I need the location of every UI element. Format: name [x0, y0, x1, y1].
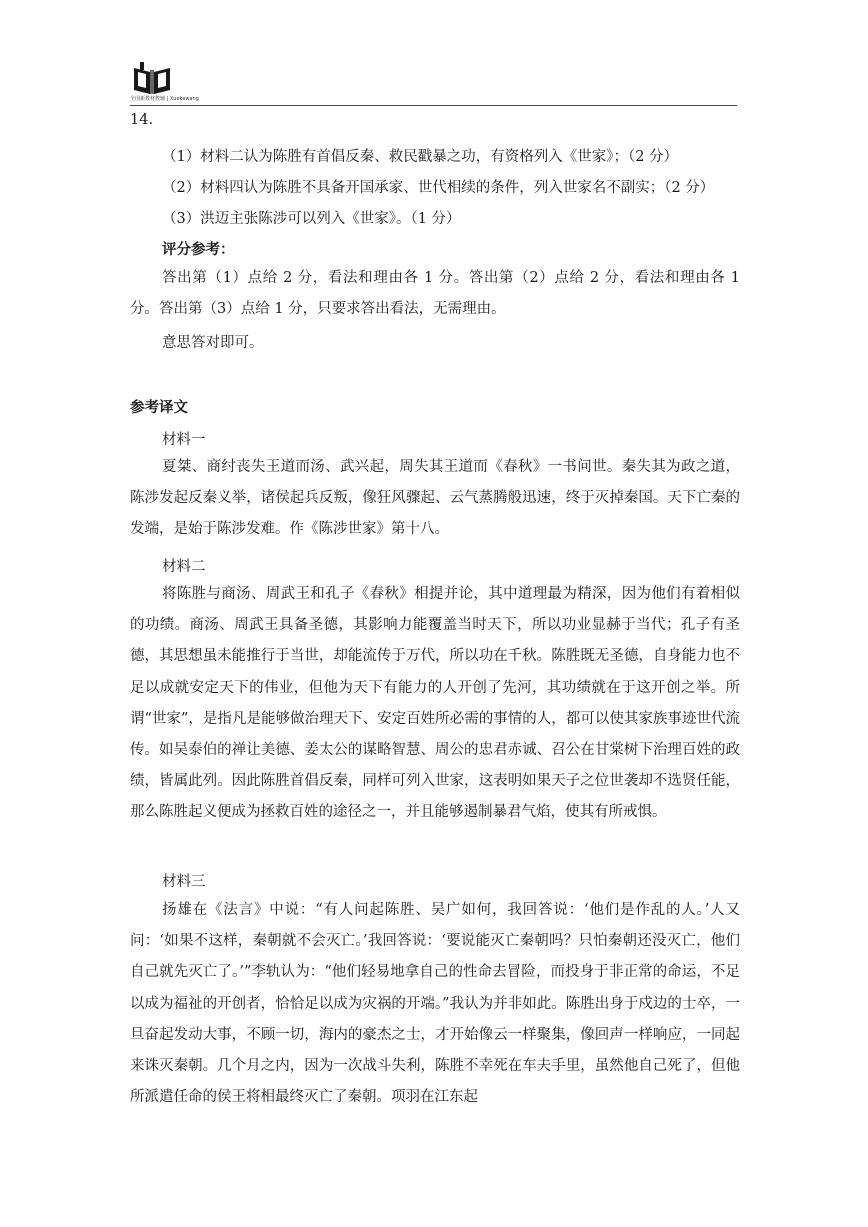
- scoring-text: 答出第（1）点给 2 分，看法和理由各 1 分。答出第（2）点给 2 分，看法和理由各 1 分。答出第（3）点给 1 分，只要求答出看法，无需理由。: [130, 270, 740, 318]
- section-text: 夏桀、商纣丧失王道而汤、武兴起，周失其王道而《春秋》一书问世。秦失其为政之道，陈涉发起反秦义举，诸侯起兵反叛，像狂风骤起、云气蒸腾般迅速，终于灭掉秦国。天下亡秦的发端，是始于陈涉发难。作《陈涉世家》第十八。: [130, 459, 740, 538]
- question-number: 14.: [130, 112, 154, 128]
- answer-item-3: （3）洪迈主张陈涉可以列入《世家》。（1 分）: [162, 211, 461, 227]
- section-label: 材料二: [162, 559, 206, 575]
- header-rule: [130, 105, 737, 106]
- section-label: 材料一: [162, 432, 206, 448]
- section-text: 扬雄在《法言》中说：“有人问起陈胜、吴广如何，我回答说：‘他们是作乱的人。’人又问：‘如果不这样，秦朝就不会灭亡。’我回答说：‘要说能灭亡秦朝吗？只怕秦朝还没灭亡，他们自己就先灭亡了。’”李轨认为：“他们轻易地拿自己的性命去冒险，而投身于非正常的命运，不足以成为福祉的开创者，恰恰足以成为灾祸的开端。”我认为并非如此。陈胜出身于戍边的士卒，一旦奋起发动大事，不顾一切，海内的豪杰之士，才开始像云一样聚集，像回声一样响应，一同起来诛灭秦朝。几个月之内，因为一次战斗失利，陈胜不幸死在车夫手里，虽然他自己死了，但他所派遣任命的侯王将相最终灭亡了秦朝。项羽在江东起: [130, 902, 740, 1106]
- answer-item-2: （2）材料四认为陈胜不具备开国承家、世代相续的条件，列入世家名不副实；（2 分）: [162, 180, 715, 196]
- section-text: 将陈胜与商汤、周武王和孔子《春秋》相提并论，其中道理最为精深，因为他们有着相似的功绩。商汤、周武王具备圣德，其影响力能覆盖当时天下，所以功业显赫于当代；孔子有圣德，其思想虽未能推行于当世，却能流传于万代，所以功在千秋。陈胜既无圣德，自身能力也不足以成就安定天下的伟业，但他为天下有能力的人开创了先河，其功绩就在于这开创之举。所谓“世家”，是指凡是能够做治理天下、安定百姓所必需的事情的人，都可以使其家族事迹世代流传。如吴泰伯的禅让美德、姜太公的谋略智慧、周公的忠君赤诚、召公在甘棠树下治理百姓的政绩，皆属此列。因此陈胜首倡反秦，同样可列入世家，这表明如果天子之位世袭却不选贤任能，那么陈胜起义便成为拯救百姓的途径之一，并且能够遏制暴君气焰，使其有所戒惧。: [130, 586, 740, 821]
- page-header: [130, 58, 737, 106]
- answer-item-1: （1）材料二认为陈胜有首倡反秦、救民戳暴之功，有资格列入《世家》；（2 分）: [162, 149, 679, 165]
- section-label: 材料三: [162, 874, 206, 890]
- scoring-note: 意思答对即可。: [162, 335, 264, 351]
- scoring-title: 评分参考：: [162, 242, 235, 258]
- logo-text: 全国新教材教辅 | Xuekewang: [130, 96, 199, 102]
- translation-title: 参考译文: [130, 400, 188, 416]
